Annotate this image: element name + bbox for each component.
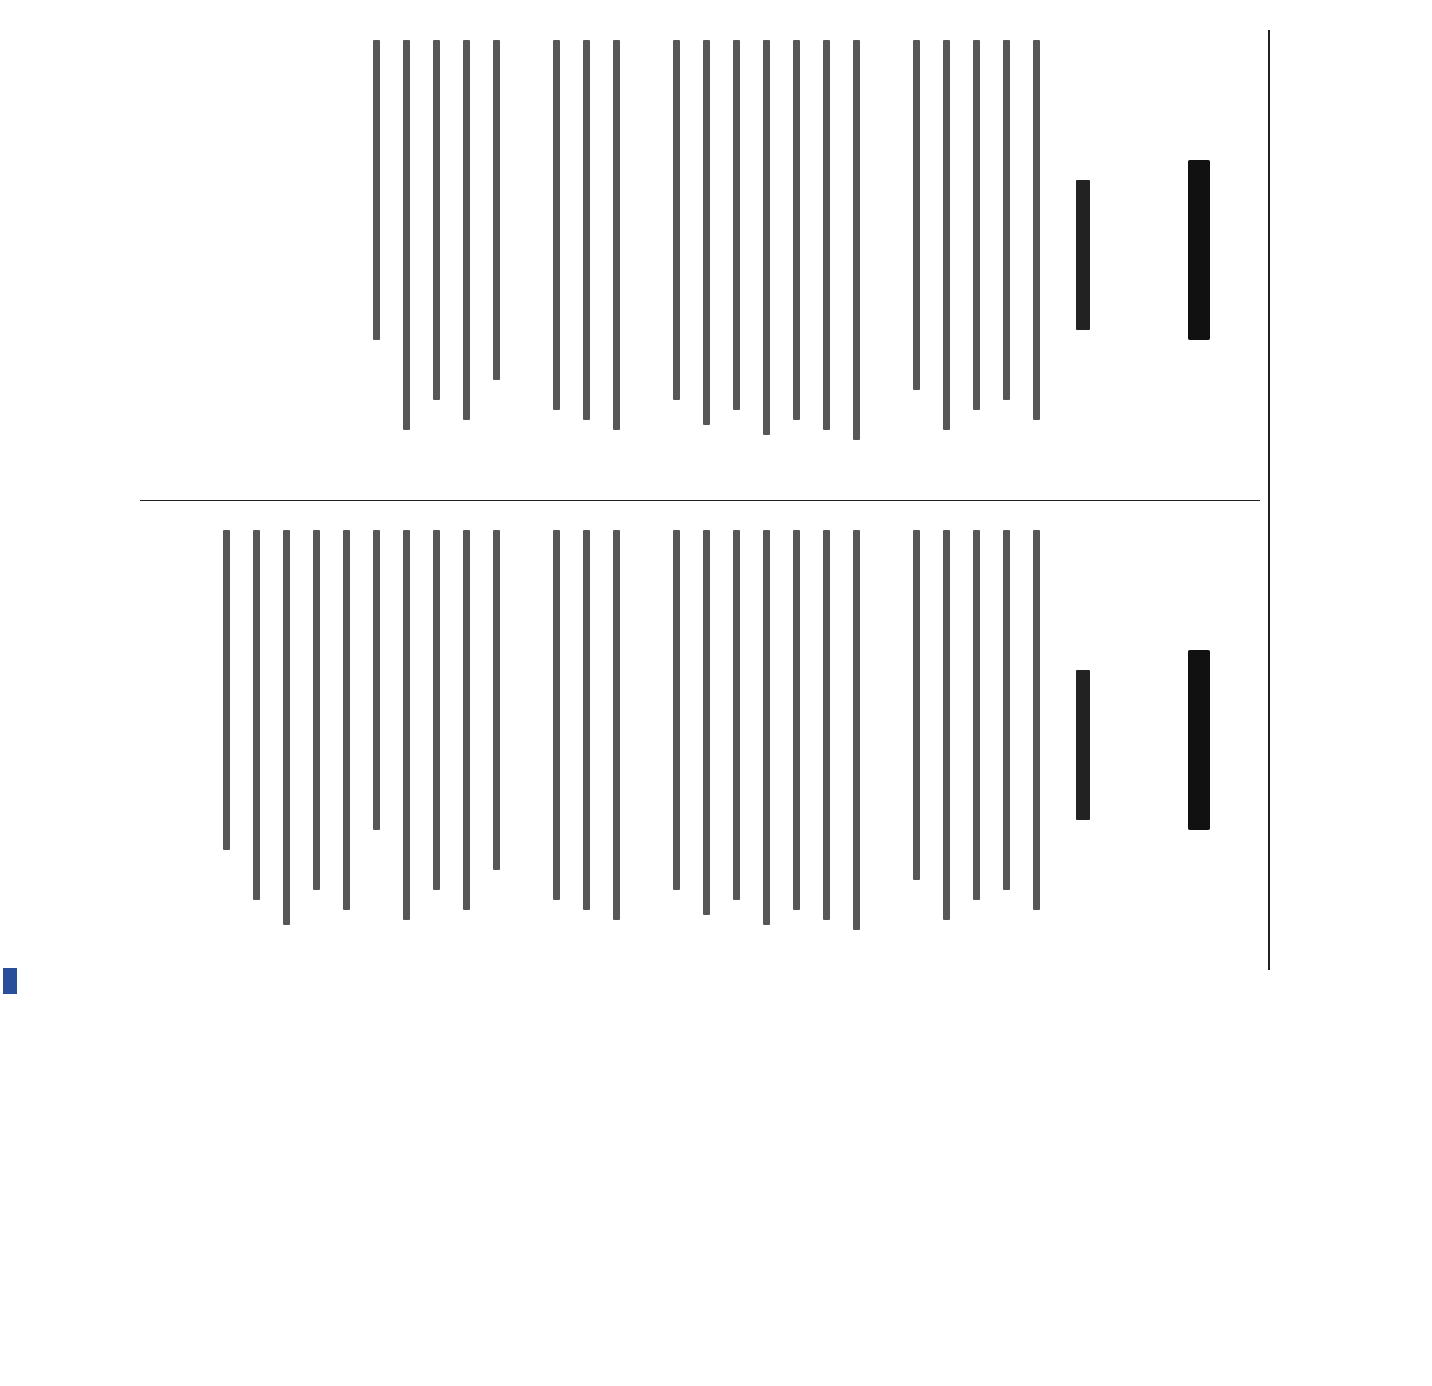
text-line xyxy=(433,40,440,400)
text-line xyxy=(493,530,500,870)
text-line xyxy=(913,530,920,880)
text-line xyxy=(313,530,320,890)
text-line xyxy=(553,530,560,900)
text-line xyxy=(1033,40,1040,420)
text-line xyxy=(943,530,950,920)
text-line xyxy=(703,40,710,425)
document-title xyxy=(1188,160,1210,340)
text-line xyxy=(343,530,350,910)
dfg-logo-icon xyxy=(3,968,17,994)
header-rule xyxy=(1268,30,1270,970)
text-line xyxy=(253,530,260,900)
text-line xyxy=(433,530,440,890)
text-line xyxy=(283,530,290,925)
text-line xyxy=(493,40,500,380)
text-line xyxy=(853,40,860,440)
text-line xyxy=(763,530,770,925)
rotated-page xyxy=(110,0,1310,1000)
column-right xyxy=(120,530,1240,960)
column-left xyxy=(120,40,1240,470)
text-line xyxy=(853,530,860,930)
text-line xyxy=(553,40,560,410)
text-line xyxy=(583,530,590,910)
text-line xyxy=(223,530,230,850)
text-line xyxy=(793,40,800,420)
text-line xyxy=(913,40,920,390)
text-line xyxy=(673,530,680,890)
digitization-sidebar xyxy=(2,600,20,1000)
text-line xyxy=(403,530,410,920)
text-line xyxy=(373,40,380,340)
text-line xyxy=(613,40,620,430)
text-line xyxy=(1033,530,1040,910)
text-line xyxy=(823,530,830,920)
text-line xyxy=(733,40,740,410)
text-line xyxy=(733,530,740,900)
text-line xyxy=(463,40,470,420)
document-title xyxy=(1188,650,1210,830)
text-line xyxy=(673,40,680,400)
text-line xyxy=(613,530,620,920)
text-line xyxy=(793,530,800,910)
text-line xyxy=(373,530,380,830)
column-divider xyxy=(140,500,1260,501)
text-line xyxy=(1003,40,1010,400)
text-line xyxy=(463,530,470,910)
text-line xyxy=(703,530,710,915)
text-line xyxy=(1003,530,1010,890)
text-line xyxy=(943,40,950,430)
text-line xyxy=(973,530,980,900)
text-line xyxy=(973,40,980,410)
gesetz-heading xyxy=(1076,180,1090,330)
text-line xyxy=(763,40,770,435)
text-line xyxy=(583,40,590,420)
text-line xyxy=(823,40,830,430)
text-line xyxy=(403,40,410,430)
digitization-notice xyxy=(4,986,18,1386)
gesetz-heading xyxy=(1076,670,1090,820)
